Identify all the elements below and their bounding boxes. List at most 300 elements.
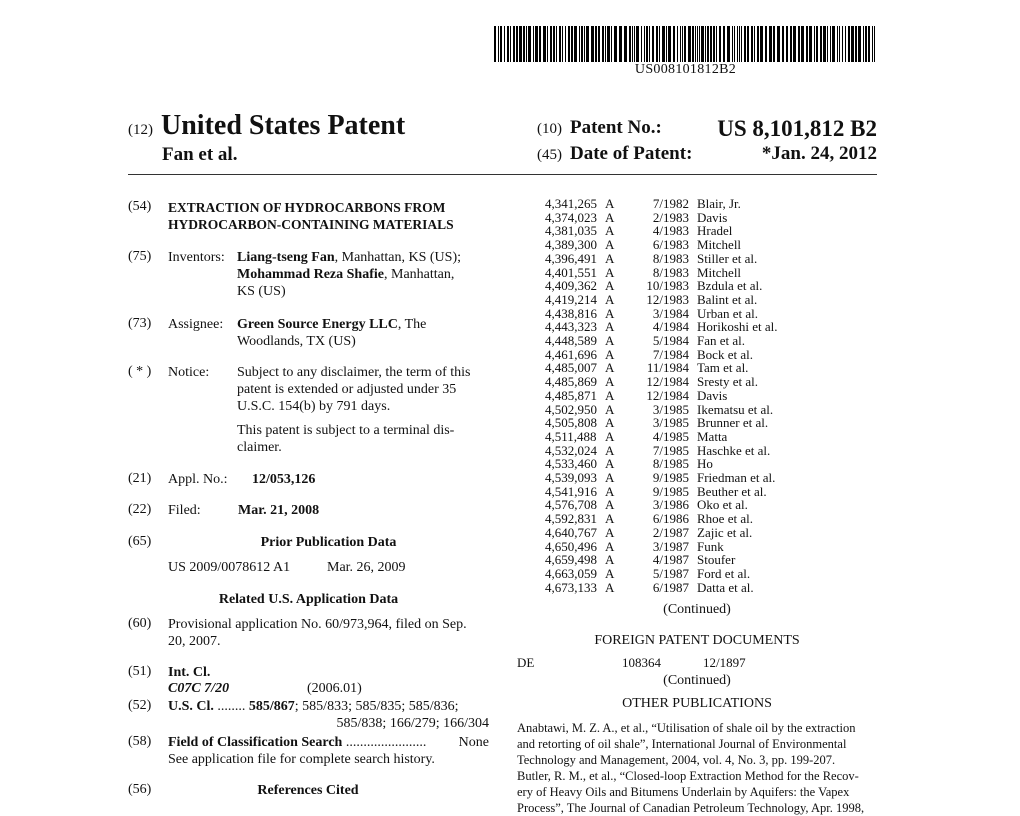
- reference-date: 10/1983: [646, 278, 689, 294]
- inid-code: ( * ): [128, 364, 152, 379]
- reference-date: 7/1984: [652, 346, 689, 362]
- barcode-bar: [636, 26, 639, 62]
- reference-number: 4,511,488: [545, 428, 597, 444]
- reference-date: 4/1984: [652, 319, 689, 335]
- reference-row: [545, 389, 875, 403]
- barcode-bar: [865, 26, 867, 62]
- reference-row: [545, 498, 875, 512]
- barcode-bar: [754, 26, 755, 62]
- reference-date: 2/1987: [652, 524, 689, 540]
- inventors-label: Inventors:: [168, 250, 225, 265]
- barcode-bar: [504, 26, 505, 62]
- barcode-bar: [662, 26, 665, 62]
- reference-row: [545, 320, 875, 334]
- barcode-bar: [619, 26, 622, 62]
- reference-row: [545, 307, 875, 321]
- reference-kind: A: [605, 319, 615, 335]
- barcode-bar: [535, 26, 538, 62]
- reference-number: 4,533,460: [545, 456, 597, 472]
- barcode-bar: [539, 26, 541, 62]
- reference-kind: A: [605, 374, 615, 390]
- barcode-bar: [565, 26, 566, 62]
- inventor-location: KS (US): [237, 284, 286, 299]
- patent-title-line: EXTRACTION OF HYDROCARBONS FROM: [168, 200, 446, 215]
- barcode-bar: [858, 26, 861, 62]
- reference-row: [545, 279, 875, 293]
- header-divider: [128, 174, 877, 175]
- barcode-bar: [624, 26, 627, 62]
- barcode-bar: [699, 26, 700, 62]
- barcode-bar: [786, 26, 788, 62]
- reference-date: 4/1985: [652, 428, 689, 444]
- reference-date: 3/1986: [652, 497, 689, 513]
- barcode-bar: [666, 26, 667, 62]
- notice-line: This patent is subject to a terminal dis-: [237, 423, 455, 438]
- barcode-bar: [550, 26, 552, 62]
- barcode-bar: [751, 26, 753, 62]
- barcode-bar: [757, 26, 759, 62]
- reference-date: 6/1987: [652, 579, 689, 595]
- reference-row: [545, 457, 875, 471]
- barcode-bar: [851, 26, 854, 62]
- prior-publication-date: Mar. 26, 2009: [327, 560, 406, 575]
- assignee-location: Woodlands, TX (US): [237, 334, 356, 349]
- assignee-location: , The: [397, 317, 427, 332]
- assignee-name: Green Source Energy LLC: [237, 317, 398, 332]
- reference-number: 4,576,708: [545, 497, 597, 513]
- inid-code: (60): [128, 616, 152, 631]
- barcode-bar: [668, 26, 671, 62]
- inid-code: (21): [128, 471, 152, 486]
- patent-title: [168, 199, 454, 233]
- reference-date: 4/1983: [652, 223, 689, 239]
- reference-kind: A: [605, 579, 615, 595]
- reference-author: Davis: [697, 387, 728, 403]
- barcode-bar: [688, 26, 691, 62]
- publication-line: and retorting of oil shale”, International Journal of Environmental: [517, 737, 847, 751]
- inventor-location: , Manhattan,: [384, 267, 455, 282]
- reference-row: [545, 512, 875, 526]
- reference-date: 2/1983: [652, 209, 689, 225]
- reference-kind: A: [605, 278, 615, 294]
- reference-row: [545, 553, 875, 567]
- barcode-bar: [839, 26, 840, 62]
- us-cl: [168, 698, 489, 732]
- reference-row: [545, 416, 875, 430]
- barcode-bar: [747, 26, 749, 62]
- reference-date: 7/1985: [652, 442, 689, 458]
- reference-author: Sresty et al.: [697, 374, 759, 390]
- reference-row: [545, 485, 875, 499]
- barcode-bar: [830, 26, 831, 62]
- barcode-bar: [863, 26, 864, 62]
- reference-kind: A: [605, 415, 615, 431]
- reference-author: Friedman et al.: [697, 470, 776, 486]
- reference-author: Matta: [697, 428, 728, 444]
- reference-number: 4,396,491: [545, 250, 597, 266]
- reference-date: 5/1984: [652, 333, 689, 349]
- publication-line: Technology and Management, 2004, vol. 4, No. 3, pp. 199-207.: [517, 753, 836, 767]
- notice-line: claimer.: [237, 440, 282, 455]
- barcode-bar: [741, 26, 742, 62]
- reference-row: [545, 238, 875, 252]
- reference-author: Hradel: [697, 223, 733, 239]
- appl-no-label: Appl. No.:: [168, 472, 228, 487]
- date-of-patent-label: Date of Patent:: [570, 143, 693, 164]
- reference-number: 4,438,816: [545, 305, 597, 321]
- barcode-bar: [845, 26, 846, 62]
- reference-kind: A: [605, 552, 615, 568]
- reference-row: [545, 197, 875, 211]
- barcode-bar: [574, 26, 577, 62]
- notice-text: [237, 364, 489, 456]
- barcode-bar: [842, 26, 843, 62]
- barcode-bar: [646, 26, 648, 62]
- notice-line: U.S.C. 154(b) by 791 days.: [237, 399, 391, 414]
- foreign-date: 12/1897: [703, 655, 746, 670]
- prior-publication-heading: Prior Publication Data: [260, 535, 397, 550]
- reference-row: [545, 526, 875, 540]
- reference-kind: A: [605, 470, 615, 486]
- barcode-bar: [602, 26, 604, 62]
- foreign-number: 108364: [622, 655, 661, 670]
- reference-kind: A: [605, 538, 615, 554]
- barcode-bar: [656, 26, 658, 62]
- field-of-search-leader: .......................: [345, 735, 427, 750]
- foreign-patents-heading: FOREIGN PATENT DOCUMENTS: [594, 633, 800, 648]
- barcode-bar: [526, 26, 527, 62]
- reference-date: 9/1985: [652, 470, 689, 486]
- reference-number: 4,419,214: [545, 291, 597, 307]
- reference-author: Haschke et al.: [697, 442, 771, 458]
- prior-publication-number: US 2009/0078612 A1: [168, 560, 291, 575]
- barcode-bar: [701, 26, 704, 62]
- barcode-bar: [543, 26, 546, 62]
- barcode-bar: [790, 26, 792, 62]
- barcode-bar: [705, 26, 706, 62]
- other-publications-heading: OTHER PUBLICATIONS: [622, 696, 772, 711]
- reference-number: 4,341,265: [545, 196, 597, 211]
- reference-kind: A: [605, 250, 615, 266]
- other-publications-text: [517, 720, 879, 816]
- reference-row: [545, 224, 875, 238]
- barcode-bar: [777, 26, 780, 62]
- barcode-bar: [820, 26, 822, 62]
- reference-author: Ho: [697, 456, 713, 472]
- reference-number: 4,640,767: [545, 524, 597, 540]
- barcode-bar: [816, 26, 818, 62]
- barcode-bar: [614, 26, 617, 62]
- publication-line: Anabtawi, M. Z. A., et al., “Utilisation of shale oil by the extraction: [517, 721, 856, 735]
- reference-row: [545, 266, 875, 280]
- inventor-name: Liang-tseng Fan: [237, 250, 335, 265]
- reference-kind: A: [605, 524, 615, 540]
- barcode-bar: [823, 26, 826, 62]
- barcode-bar: [523, 26, 525, 62]
- barcode-bar: [814, 26, 815, 62]
- reference-kind: A: [605, 511, 615, 527]
- barcode-bar: [591, 26, 594, 62]
- reference-row: [545, 361, 875, 375]
- barcode-bar: [659, 26, 660, 62]
- reference-author: Datta et al.: [697, 579, 754, 595]
- reference-number: 4,389,300: [545, 237, 597, 253]
- reference-number: 4,673,133: [545, 579, 597, 595]
- reference-kind: A: [605, 209, 615, 225]
- barcode-bar: [832, 26, 835, 62]
- reference-author: Tam et al.: [697, 360, 749, 376]
- barcode-bar: [737, 26, 738, 62]
- reference-row: [545, 334, 875, 348]
- barcode-bar: [713, 26, 715, 62]
- document-type: United States Patent: [161, 110, 406, 141]
- reference-number: 4,448,589: [545, 333, 597, 349]
- reference-number: 4,505,808: [545, 415, 597, 431]
- barcode-bar: [682, 26, 683, 62]
- reference-number: 4,485,007: [545, 360, 597, 376]
- reference-row: [545, 375, 875, 389]
- barcode-number: US008101812B2: [634, 62, 737, 77]
- document-type-heading: [128, 110, 405, 142]
- reference-number: 4,592,831: [545, 511, 597, 527]
- barcode-bar: [607, 26, 610, 62]
- barcode-bar: [494, 26, 496, 62]
- related-data-heading: Related U.S. Application Data: [218, 592, 399, 607]
- reference-author: Stiller et al.: [697, 250, 758, 266]
- barcode-bar: [652, 26, 654, 62]
- reference-date: 4/1987: [652, 552, 689, 568]
- continued-label: (Continued): [663, 602, 731, 617]
- inid-code: (22): [128, 502, 152, 517]
- reference-date: 3/1984: [652, 305, 689, 321]
- barcode-bar: [598, 26, 600, 62]
- reference-date: 3/1985: [652, 401, 689, 417]
- provisional-line: Provisional application No. 60/973,964, filed on Sep.: [168, 617, 467, 632]
- inid-code: (65): [128, 534, 152, 549]
- foreign-country: DE: [517, 655, 535, 670]
- reference-row: [545, 540, 875, 554]
- barcode-bar: [872, 26, 873, 62]
- int-cl-class: C07C 7/20: [168, 681, 230, 696]
- inventor-location: , Manhattan, KS (US);: [334, 250, 462, 265]
- reference-author: Blair, Jr.: [697, 196, 741, 211]
- reference-number: 4,461,696: [545, 346, 597, 362]
- barcode-bar: [680, 26, 681, 62]
- barcode-bar: [510, 26, 511, 62]
- patent-number-row: [537, 117, 877, 139]
- barcode-bar: [769, 26, 772, 62]
- reference-author: Bock et al.: [697, 346, 753, 362]
- barcode-bar: [684, 26, 686, 62]
- reference-kind: A: [605, 291, 615, 307]
- inid-code: (45): [537, 147, 562, 163]
- int-cl-version: (2006.01): [307, 681, 362, 696]
- inid-code: (52): [128, 698, 152, 713]
- publication-line: Process”, The Journal of Canadian Petroleum Technology, Apr. 1998,: [517, 801, 865, 815]
- reference-date: 11/1984: [646, 360, 689, 376]
- notice-line: patent is extended or adjusted under 35: [237, 382, 457, 397]
- barcode-bar: [874, 26, 875, 62]
- barcode-bar: [798, 26, 800, 62]
- field-of-search-note: See application file for complete search history.: [168, 752, 435, 767]
- reference-row: [545, 252, 875, 266]
- reference-date: 7/1982: [652, 196, 689, 211]
- reference-author: Stoufer: [697, 552, 736, 568]
- reference-row: [545, 403, 875, 417]
- reference-date: 8/1985: [652, 456, 689, 472]
- reference-date: 12/1984: [646, 387, 689, 403]
- reference-author: Davis: [697, 209, 728, 225]
- reference-row: [545, 567, 875, 581]
- reference-kind: A: [605, 565, 615, 581]
- reference-number: 4,381,035: [545, 223, 597, 239]
- barcode-bar: [584, 26, 585, 62]
- barcode-bar: [692, 26, 694, 62]
- barcode-bar: [649, 26, 650, 62]
- barcode-bar: [734, 26, 735, 62]
- reference-kind: A: [605, 333, 615, 349]
- barcode-bar: [710, 26, 712, 62]
- barcode-bar: [513, 26, 515, 62]
- inventor-name: Mohammad Reza Shafie: [237, 267, 384, 282]
- reference-author: Bzdula et al.: [697, 278, 763, 294]
- inid-code: (51): [128, 664, 152, 679]
- barcode-bar: [611, 26, 612, 62]
- reference-author: Urban et al.: [697, 305, 759, 321]
- reference-kind: A: [605, 264, 615, 280]
- reference-row: [545, 581, 875, 595]
- barcode-bar: [727, 26, 730, 62]
- barcode-bar: [498, 26, 499, 62]
- barcode-bar: [773, 26, 775, 62]
- reference-date: 5/1987: [652, 565, 689, 581]
- barcode-bar: [547, 26, 548, 62]
- barcode-bar: [595, 26, 597, 62]
- reference-number: 4,443,323: [545, 319, 597, 335]
- barcode-bar: [801, 26, 804, 62]
- date-of-patent: *Jan. 24, 2012: [761, 143, 877, 164]
- barcode-bar: [793, 26, 796, 62]
- us-cl-label: U.S. Cl.: [168, 699, 214, 714]
- reference-number: 4,401,551: [545, 264, 597, 280]
- barcode-bar: [644, 26, 645, 62]
- reference-date: 8/1983: [652, 250, 689, 266]
- reference-author: Zajic et al.: [697, 524, 753, 540]
- us-cl-line2: 585/838; 166/279; 166/304: [336, 716, 489, 731]
- reference-number: 4,659,498: [545, 552, 597, 568]
- barcode-bar: [739, 26, 740, 62]
- reference-author: Balint et al.: [697, 291, 758, 307]
- reference-number: 4,374,023: [545, 209, 597, 225]
- barcode-bar: [581, 26, 583, 62]
- reference-kind: A: [605, 387, 615, 403]
- reference-number: 4,409,362: [545, 278, 597, 294]
- filed-date: Mar. 21, 2008: [238, 503, 320, 518]
- inid-code: (12): [128, 122, 153, 138]
- reference-author: Horikoshi et al.: [697, 319, 778, 335]
- int-cl-label: Int. Cl.: [168, 665, 211, 680]
- barcode-bar: [837, 26, 838, 62]
- barcode-bar: [677, 26, 678, 62]
- barcode-bar: [782, 26, 784, 62]
- reference-kind: A: [605, 237, 615, 253]
- assignee: [237, 316, 489, 350]
- barcode-bar: [632, 26, 633, 62]
- us-cl-leader: ........: [217, 699, 246, 714]
- barcode-bar: [516, 26, 518, 62]
- reference-kind: A: [605, 401, 615, 417]
- inid-code: (54): [128, 199, 152, 214]
- inventors-short: Fan et al.: [162, 144, 238, 165]
- barcode-bar: [507, 26, 509, 62]
- reference-author: Ford et al.: [697, 565, 751, 581]
- barcode-bar: [806, 26, 808, 62]
- us-cl-main: 585/867: [248, 699, 295, 714]
- notice-label: Notice:: [168, 365, 210, 380]
- us-cl-rest: ; 585/833; 585/835; 585/836;: [294, 699, 459, 714]
- patent-number: US 8,101,812 B2: [717, 116, 877, 141]
- reference-row: [545, 293, 875, 307]
- barcode: [494, 26, 877, 62]
- barcode-bar: [868, 26, 870, 62]
- reference-number: 4,485,869: [545, 374, 597, 390]
- references-cited-heading: References Cited: [257, 783, 359, 798]
- filed-label: Filed:: [168, 503, 201, 518]
- reference-author: Oko et al.: [697, 497, 748, 513]
- patent-title-line: HYDROCARBON-CONTAINING MATERIALS: [168, 217, 454, 232]
- barcode-bar: [723, 26, 725, 62]
- inid-code: (73): [128, 316, 152, 331]
- barcode-bar: [500, 26, 502, 62]
- reference-kind: A: [605, 346, 615, 362]
- barcode-bar: [553, 26, 555, 62]
- reference-author: Funk: [697, 538, 724, 554]
- provisional-application: [168, 616, 489, 650]
- reference-date: 3/1985: [652, 415, 689, 431]
- reference-row: [545, 430, 875, 444]
- barcode-bar: [559, 26, 561, 62]
- barcode-bar: [528, 26, 531, 62]
- barcode-bar: [673, 26, 675, 62]
- reference-number: 4,502,950: [545, 401, 597, 417]
- continued-label: (Continued): [663, 673, 731, 688]
- reference-kind: A: [605, 360, 615, 376]
- barcode-bar: [707, 26, 709, 62]
- barcode-bar: [827, 26, 828, 62]
- assignee-label: Assignee:: [168, 317, 224, 332]
- barcode-bar: [568, 26, 570, 62]
- reference-kind: A: [605, 223, 615, 239]
- barcode-bar: [760, 26, 763, 62]
- reference-kind: A: [605, 442, 615, 458]
- reference-kind: A: [605, 483, 615, 499]
- inventors-list: [237, 249, 489, 300]
- us-patent-references: [545, 197, 875, 594]
- reference-date: 9/1985: [652, 483, 689, 499]
- field-of-search-label: Field of Classification Search: [168, 735, 343, 750]
- barcode-bar: [629, 26, 631, 62]
- reference-number: 4,650,496: [545, 538, 597, 554]
- reference-kind: A: [605, 196, 615, 211]
- reference-kind: A: [605, 428, 615, 444]
- reference-author: Mitchell: [697, 264, 742, 280]
- appl-no: 12/053,126: [252, 472, 316, 487]
- barcode-bar: [571, 26, 573, 62]
- reference-author: Rhoe et al.: [697, 511, 753, 527]
- inid-code: (75): [128, 249, 152, 264]
- barcode-bar: [586, 26, 589, 62]
- barcode-bar: [716, 26, 717, 62]
